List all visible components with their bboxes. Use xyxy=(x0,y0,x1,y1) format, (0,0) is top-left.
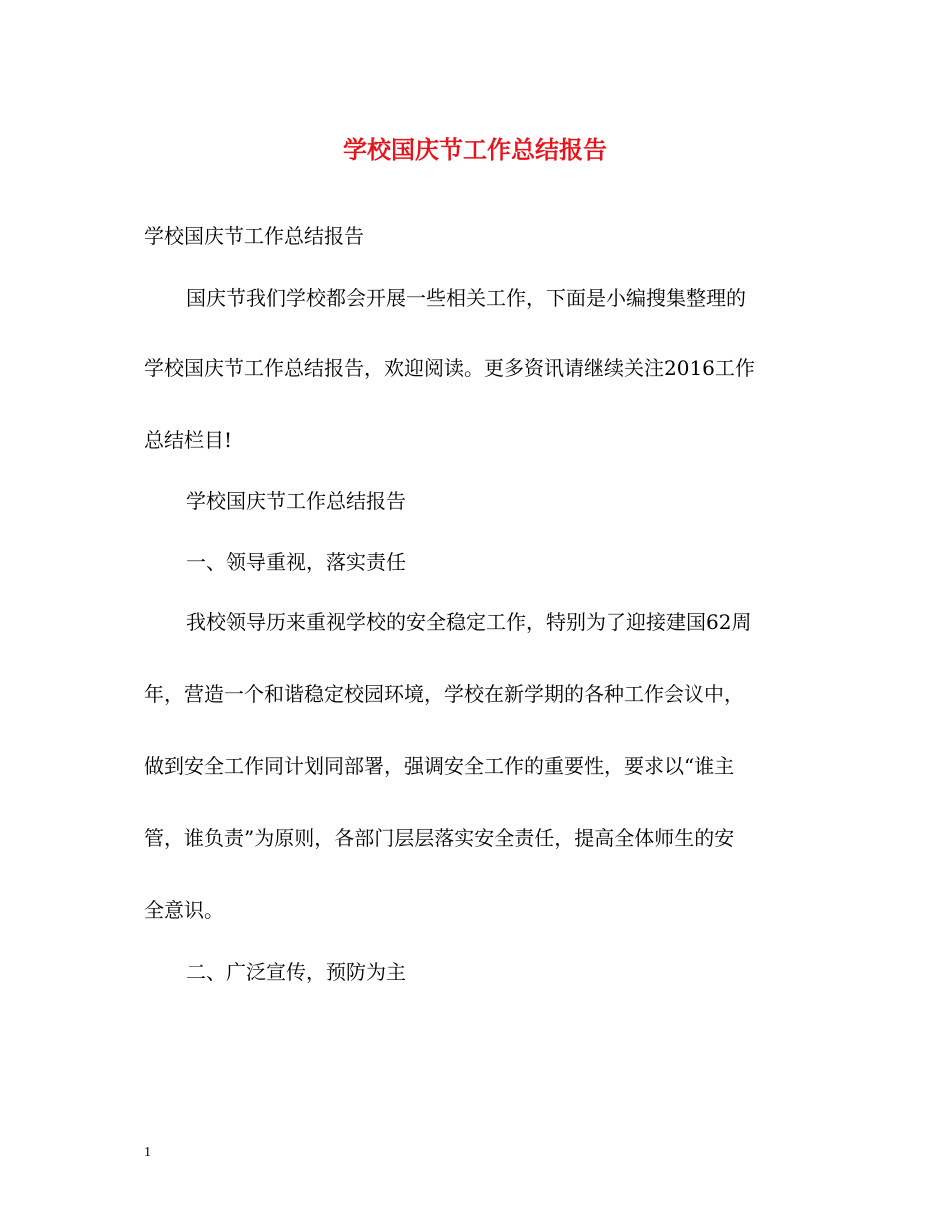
text-line: 国庆节我们学校都会开展一些相关工作，下面是小编搜集整理的 xyxy=(186,286,746,310)
section-heading: 二、广泛宣传，预防为主 xyxy=(186,960,406,984)
document-title: 学校国庆节工作总结报告 xyxy=(343,135,607,164)
text-line: 管，谁负责”为原则，各部门层层落实安全责任，提高全体师生的安 xyxy=(144,826,735,850)
text-line: 学校国庆节工作总结报告，欢迎阅读。更多资讯请继续关注2016工作 xyxy=(144,356,755,380)
text-line: 学校国庆节工作总结报告 xyxy=(186,489,406,513)
page-number: 1 xyxy=(144,1145,151,1160)
text-line: 年，营造一个和谐稳定校园环境，学校在新学期的各种工作会议中， xyxy=(144,682,744,706)
text-line: 总结栏目! xyxy=(144,428,233,452)
text-line: 学校国庆节工作总结报告 xyxy=(144,224,364,248)
text-line: 全意识。 xyxy=(144,898,224,922)
text-line: 我校领导历来重视学校的安全稳定工作，特别为了迎接建国62周 xyxy=(186,610,752,634)
section-heading: 一、领导重视，落实责任 xyxy=(186,550,406,574)
text-line: 做到安全工作同计划同部署，强调安全工作的重要性，要求以“谁主 xyxy=(144,754,735,778)
